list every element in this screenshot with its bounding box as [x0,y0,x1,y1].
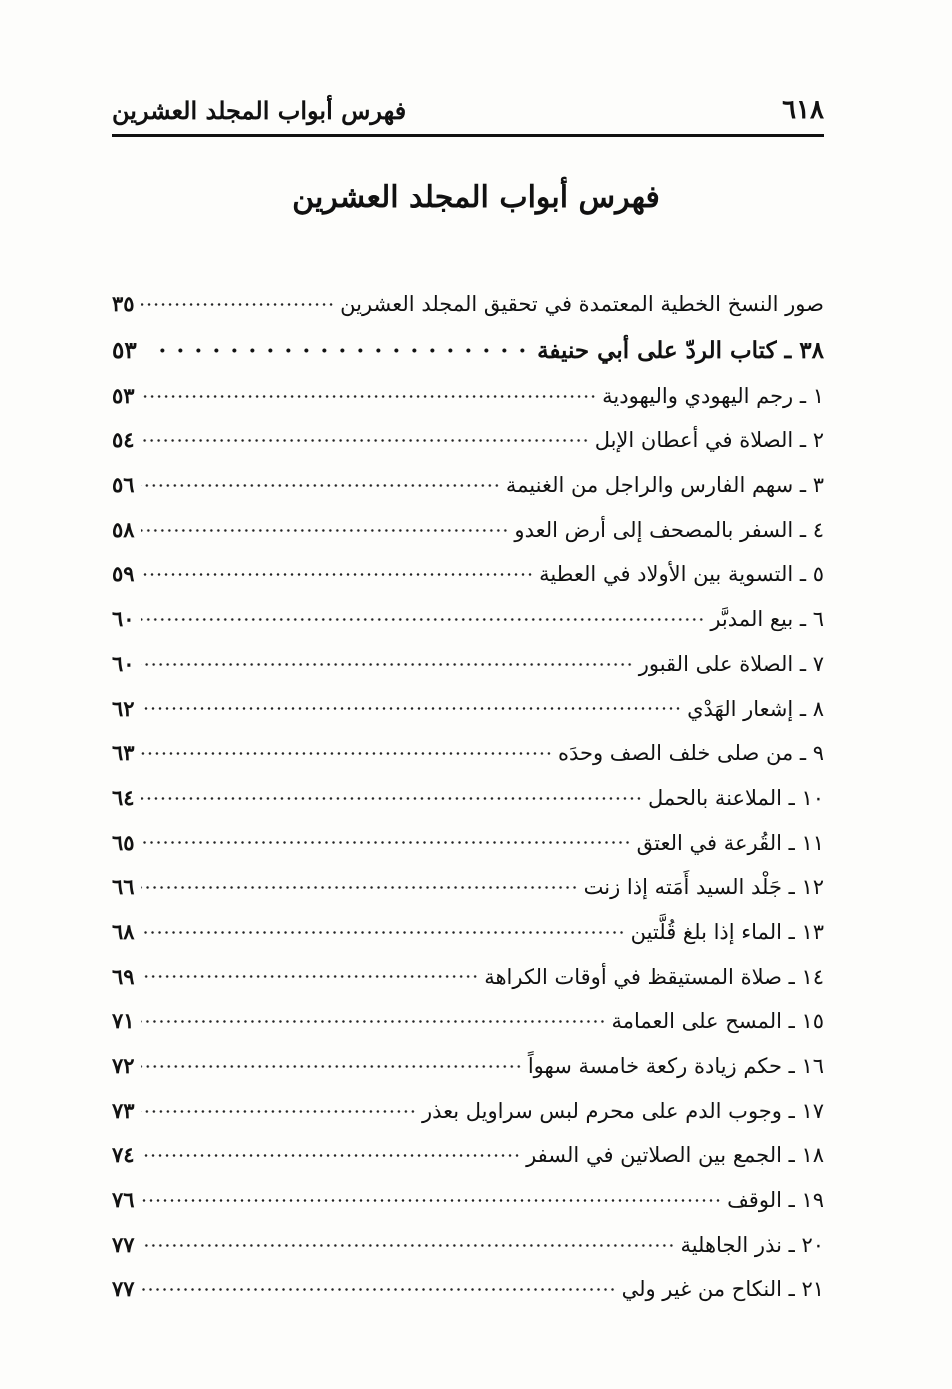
dot-leader [141,291,335,312]
toc-entry-label: ١ ـ رجم اليهودي واليهودية [602,383,824,408]
dot-leader [141,919,625,940]
toc-entry [112,1275,824,1320]
dot-leader [141,561,534,582]
dot-leader [141,1053,522,1074]
toc-chapter-entry [112,335,824,382]
toc-entry [112,650,824,695]
toc-entry-label: ٣٨ ـ كتاب الردّ على أبي حنيفة [537,336,824,364]
toc-entry-label: ٤ ـ السفر بالمصحف إلى أرض العدو [514,517,824,542]
toc-entry [112,290,824,335]
toc-entry-label: ١٤ ـ صلاة المستيقظ في أوقات الكراهة [484,964,824,989]
toc-entry-label: ١٠ ـ الملاعنة بالحمل [647,785,824,810]
toc-entry-page-number: ٧٦ [112,1187,135,1213]
toc-entry [112,1141,824,1186]
toc-entry [112,918,824,963]
toc-entry-page-number: ٥٣ [112,382,135,408]
toc-entry-page-number: ٥٤ [112,427,135,453]
dot-leader [141,517,509,538]
toc-entry [112,695,824,740]
toc-entry-label: ١٥ ـ المسح على العمامة [611,1009,824,1034]
toc-entry-label: ١٧ ـ وجوب الدم على محرم لبس سراويل بعذر [421,1098,824,1123]
toc-entry-label: ٦ ـ بيع المدبَّر [710,607,824,632]
dot-leader [141,383,597,404]
toc-entry-page-number: ٦٤ [112,784,135,810]
toc-entry-page-number: ٦٥ [112,829,135,855]
dot-leader [141,1008,606,1029]
dot-leader [141,606,705,627]
dot-leader [141,964,479,985]
running-title: فهرس أبواب المجلد العشرين [112,95,407,125]
dot-leader [141,1187,722,1208]
dot-leader [141,740,552,761]
toc-entry-label: ٢١ ـ النكاح من غير ولي [621,1277,824,1302]
toc-entry-label: ١١ ـ القُرعة في العتق [636,830,824,855]
toc-entry-page-number: ٦٨ [112,918,135,944]
header-rule [112,134,824,137]
toc-entry-page-number: ٦٣ [112,740,135,766]
dot-leader [141,874,578,895]
toc-entry-label: ٥ ـ التسوية بين الأولاد في العطية [539,562,824,587]
toc-entry [112,605,824,650]
toc-entry-page-number: ٧٤ [112,1142,135,1168]
toc-entry-label: ١٨ ـ الجمع بين الصلاتين في السفر [526,1143,824,1168]
toc-entry [112,1052,824,1097]
toc-entry-page-number: ٥٩ [112,561,135,587]
toc-entry-label: ٩ ـ من صلى خلف الصف وحدَه [557,741,824,766]
toc-entry [112,1186,824,1231]
dot-leader [141,472,500,493]
dot-leader [141,1142,521,1163]
toc-entry-label: ١٦ ـ حكم زيادة ركعة خامسة سهواً [527,1054,824,1078]
dot-leader [141,696,682,717]
toc-entry-label: صور النسخ الخطية المعتمدة في تحقيق المجلد العشرين [340,292,824,316]
page-number: ٦١٨ [782,95,824,125]
dot-leader [141,1276,616,1297]
toc-entry-page-number: ٦٠ [112,650,135,676]
toc-entry-page-number: ٧٧ [112,1276,135,1302]
dot-leader [141,1232,675,1253]
toc-entry-page-number: ٥٣ [112,336,137,364]
toc-entry [112,516,824,561]
toc-entry-page-number: ٧٧ [112,1231,135,1257]
toc-entry-page-number: ٣٥ [112,291,135,316]
toc-entry-page-number: ٧١ [112,1008,135,1034]
toc-entry [112,1007,824,1052]
toc-entry-label: ١٣ ـ الماء إذا بلغ قُلَّتين [630,919,824,944]
toc-entry-label: ٣ ـ سهم الفارس والراجل من الغنيمة [505,473,824,498]
toc-entry [112,1231,824,1276]
toc-entry-page-number: ٦٢ [112,695,135,721]
toc-entry [112,471,824,516]
running-header [112,88,824,132]
toc-entry [112,963,824,1008]
toc-entry-label: ٢٠ ـ نذر الجاهلية [680,1232,824,1257]
toc-entry [112,382,824,427]
toc-entry-label: ١٩ ـ الوقف [727,1188,824,1213]
toc-entry-page-number: ٧٢ [112,1053,135,1078]
toc-entry [112,873,824,918]
toc-entry-label: ٢ ـ الصلاة في أعطان الإبل [594,428,824,453]
page-title: فهرس أبواب المجلد العشرين [292,180,660,215]
dot-leader [141,830,631,851]
toc-entry [112,739,824,784]
dot-leader [141,651,633,672]
toc-entry [112,1097,824,1142]
toc-entry-label: ٧ ـ الصلاة على القبور [638,651,824,676]
toc-entry-page-number: ٧٣ [112,1097,135,1123]
toc-entry [112,560,824,605]
dot-leader [141,427,589,448]
toc-entry-page-number: ٦٦ [112,874,135,900]
toc-entry-label: ١٢ ـ جَلْد السيد أَمَته إذا زنت [583,875,824,900]
dot-leader [141,785,642,806]
toc-entry-page-number: ٦٩ [112,963,135,989]
toc-entry-label: ٨ ـ إشعار الهَدْي [687,696,824,721]
table-of-contents [112,290,824,1320]
toc-entry [112,784,824,829]
toc-entry-page-number: ٥٨ [112,516,135,542]
dot-leader [149,336,531,359]
toc-entry-page-number: ٥٦ [112,472,135,498]
dot-leader [141,1098,416,1119]
toc-entry-page-number: ٦٠ [112,606,135,632]
toc-entry [112,829,824,874]
toc-entry [112,426,824,471]
